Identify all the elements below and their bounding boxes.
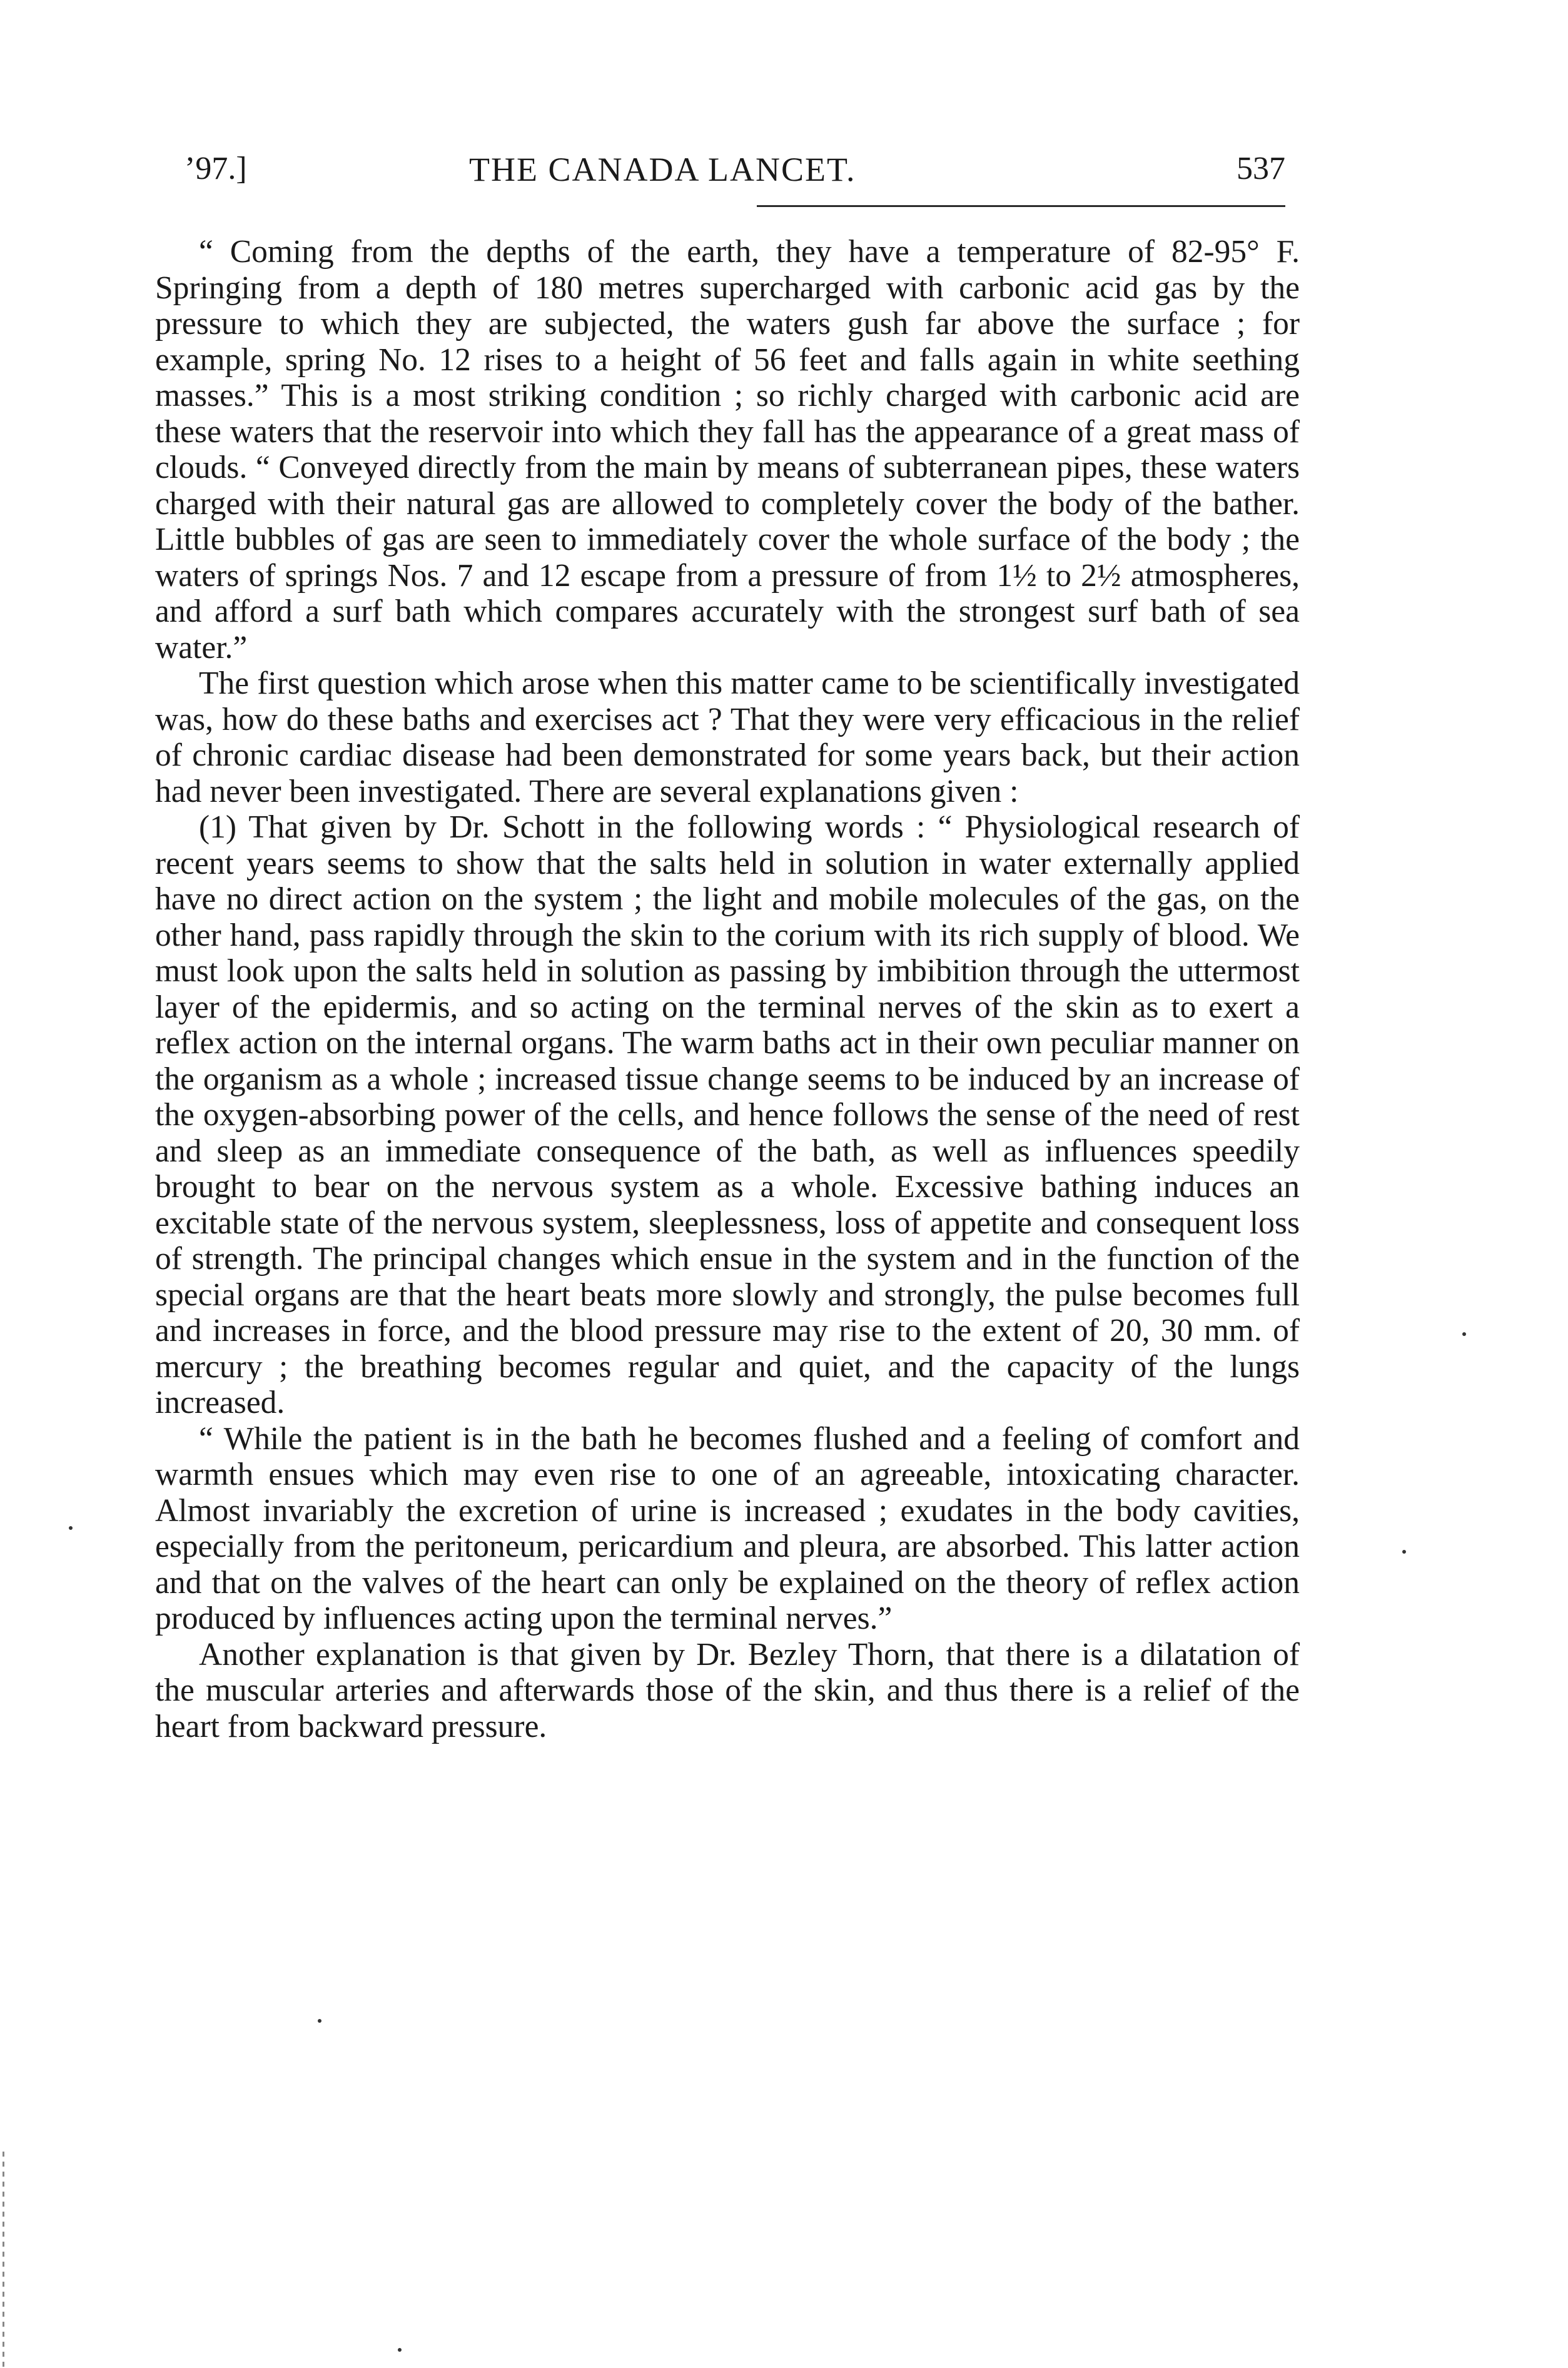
journal-title: THE CANADA LANCET. (469, 151, 856, 188)
scan-speck (69, 1526, 73, 1530)
paragraph-first-question: The first question which arose when this matter came to be scientifically investigated was, how do these baths and exercises act ? That they were very efficacious in the relief of chronic cardiac disease had been demonstrated for some years back, but their action had never been investigated. There are several explanations given : (155, 665, 1300, 809)
paragraph-thorn-explanation: Another explanation is that given by Dr. Bezley Thorn, that there is a dilatation of the muscular arteries and afterwards those of the skin, and thus there is a relief of the heart from backward pressure. (155, 1636, 1300, 1744)
scan-speck (318, 2019, 321, 2023)
running-header (185, 150, 1285, 200)
scan-edge-mark (3, 2152, 4, 2368)
article-body (155, 234, 1300, 1744)
paragraph-patient-in-bath: “ While the patient is in the bath he becomes flushed and a feeling of comfort and warmth ensues which may even rise to one of an agreeable, intoxicating character. Almost invariably the excretion of urine is increased ; exudates in the body cavities, especially from the peritoneum, pericardium and pleura, are absorbed. This latter action and that on the valves of the heart can only be explained on the theory of reflex action produced by influences acting upon the terminal nerves.” (155, 1420, 1300, 1636)
scan-speck (1402, 1550, 1406, 1554)
volume-label: ’97.] (185, 151, 247, 186)
paragraph-schott-explanation: (1) That given by Dr. Schott in the following words : “ Physiological research of recent years seems to show that the salts held in solution in water externally applied have no direct action on the system ; the light and mobile molecules of the gas, on the other hand, pass rapidly through the skin to the corium with its rich supply of blood. We must look upon the salts held in solution as passing by imbibition through the uttermost layer of the epidermis, and so acting on the terminal nerves of the skin as to exert a reflex action on the internal organs. The warm baths act in their own peculiar manner on the organism as a whole ; increased tissue change seems to be induced by an increase of the oxygen-absorbing power of the cells, and hence follows the sense of the need of rest and sleep as an immediate consequence of the bath, as well as influences speedily brought to bear on the nervous system as a whole. Excessive bathing induces an excitable state of the nervous system, sleeplessness, loss of appetite and consequent loss of strength. The principal changes which ensue in the system and in the function of the special organs are that the heart beats more slowly and strongly, the pulse becomes full and increases in force, and the blood pressure may rise to the extent of 20, 30 mm. of mercury ; the breathing becomes regular and quiet, and the capacity of the lungs increased. (155, 809, 1300, 1420)
paragraph-quote-springs: “ Coming from the depths of the earth, they have a temperature of 82-95° F. Springing from a depth of 180 metres supercharged with carbonic acid gas by the pressure to which they are subjected, the waters gush far above the surface ; for example, spring No. 12 rises to a height of 56 feet and falls again in white seething masses.” This is a most striking condition ; so richly charged with carbonic acid are these waters that the reservoir into which they fall has the appearance of a great mass of clouds. “ Conveyed directly from the main by means of subterranean pipes, these waters charged with their natural gas are allowed to completely cover the body of the bather. Little bubbles of gas are seen to immediately cover the whole surface of the body ; the waters of springs Nos. 7 and 12 escape from a pressure of from 1½ to 2½ atmospheres, and afford a surf bath which compares accurately with the strongest surf bath of sea water.” (155, 234, 1300, 665)
header-rule (757, 205, 1285, 207)
scan-speck (1462, 1332, 1466, 1336)
scan-speck (398, 2348, 402, 2352)
page-number: 537 (1237, 151, 1285, 186)
